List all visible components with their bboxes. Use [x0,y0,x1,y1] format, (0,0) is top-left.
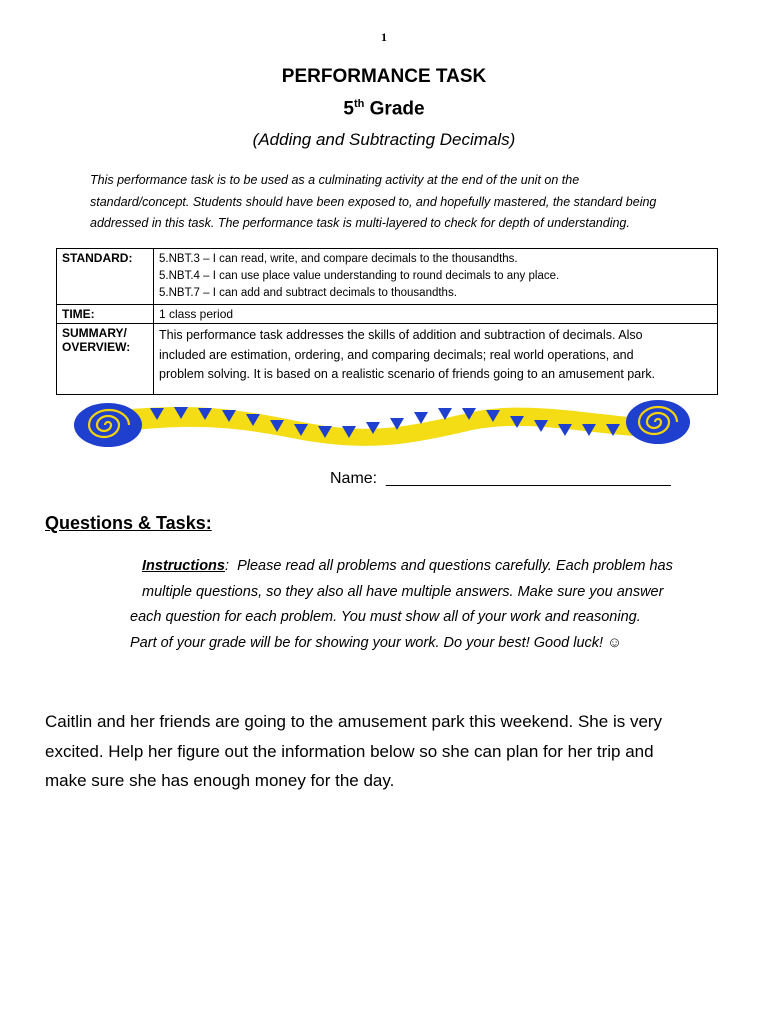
summary-line: problem solving. It is based on a realistic scenario of friends going to an amusement park. [159,367,656,381]
grade-suffix: th [353,98,365,110]
standard-list [154,249,718,305]
grade-heading [0,98,768,120]
name-field [330,470,671,488]
instructions-line: multiple questions, so they also all have multiple answers. Make sure you answer [142,583,664,600]
summary-row [57,324,718,395]
standard-row [57,249,718,305]
name-label: Name: [330,470,378,487]
intro-paragraph [90,170,720,235]
standard-label: STANDARD: [57,249,154,305]
instructions-block [130,554,730,656]
page-subtitle: (Adding and Subtracting Decimals) [252,130,516,149]
instructions-text: Please read all problems and questions carefully. Each problem has [237,558,673,574]
instructions-colon: : [224,558,230,574]
intro-line: addressed in this task. The performance task is multi-layered to check for depth of understanding. [90,216,630,230]
standard-item: 5.NBT.4 – I can use place value understanding to round decimals to any place. [159,270,560,282]
time-value: 1 class period [154,305,718,324]
intro-line: standard/concept. Students should have been exposed to, and hopefully mastered, the standard being [90,194,657,209]
instructions-line: Part of your grade will be for showing your work. Do your best! Good luck! ☺ [130,634,622,651]
summary-label [57,324,154,395]
name-blank[interactable]: ________________________________ [386,470,671,487]
instructions-line [130,554,730,580]
standards-table [56,248,718,395]
decorative-banner [72,396,696,459]
squiggle-banner-image [72,396,696,454]
grade-number: 5 [343,98,354,120]
instructions-line: each question for each problem. You must show all of your work and reasoning. [130,609,641,625]
summary-line: included are estimation, ordering, and comparing decimals; real world operations, and [159,347,634,362]
story-paragraph [45,707,735,796]
intro-line: This performance task is to be used as a culminating activity at the end of the unit on the [90,173,580,187]
page-title: PERFORMANCE TASK [281,66,487,87]
summary-text [154,324,718,395]
grade-word: Grade [369,98,425,120]
story-line: make sure she has enough money for the day. [45,771,395,790]
page-number: 1 [381,30,387,44]
standard-item: 5.NBT.7 – I can add and subtract decimals to thousandths. [159,287,457,299]
questions-heading: Questions & Tasks: [45,513,212,533]
summary-label-line: SUMMARY/ [62,326,127,340]
summary-line: This performance task addresses the skills of addition and subtraction of decimals. Also [159,328,643,342]
summary-label-line: OVERVIEW: [62,340,131,354]
time-label: TIME: [57,305,154,324]
instructions-label: Instructions [142,558,225,574]
standard-item: 5.NBT.3 – I can read, write, and compare decimals to the thousandths. [159,253,518,265]
time-row [57,305,718,324]
story-line: Caitlin and her friends are going to the amusement park this weekend. She is very [45,712,663,731]
story-line: excited. Help her figure out the information below so she can plan for her trip and [45,741,654,761]
